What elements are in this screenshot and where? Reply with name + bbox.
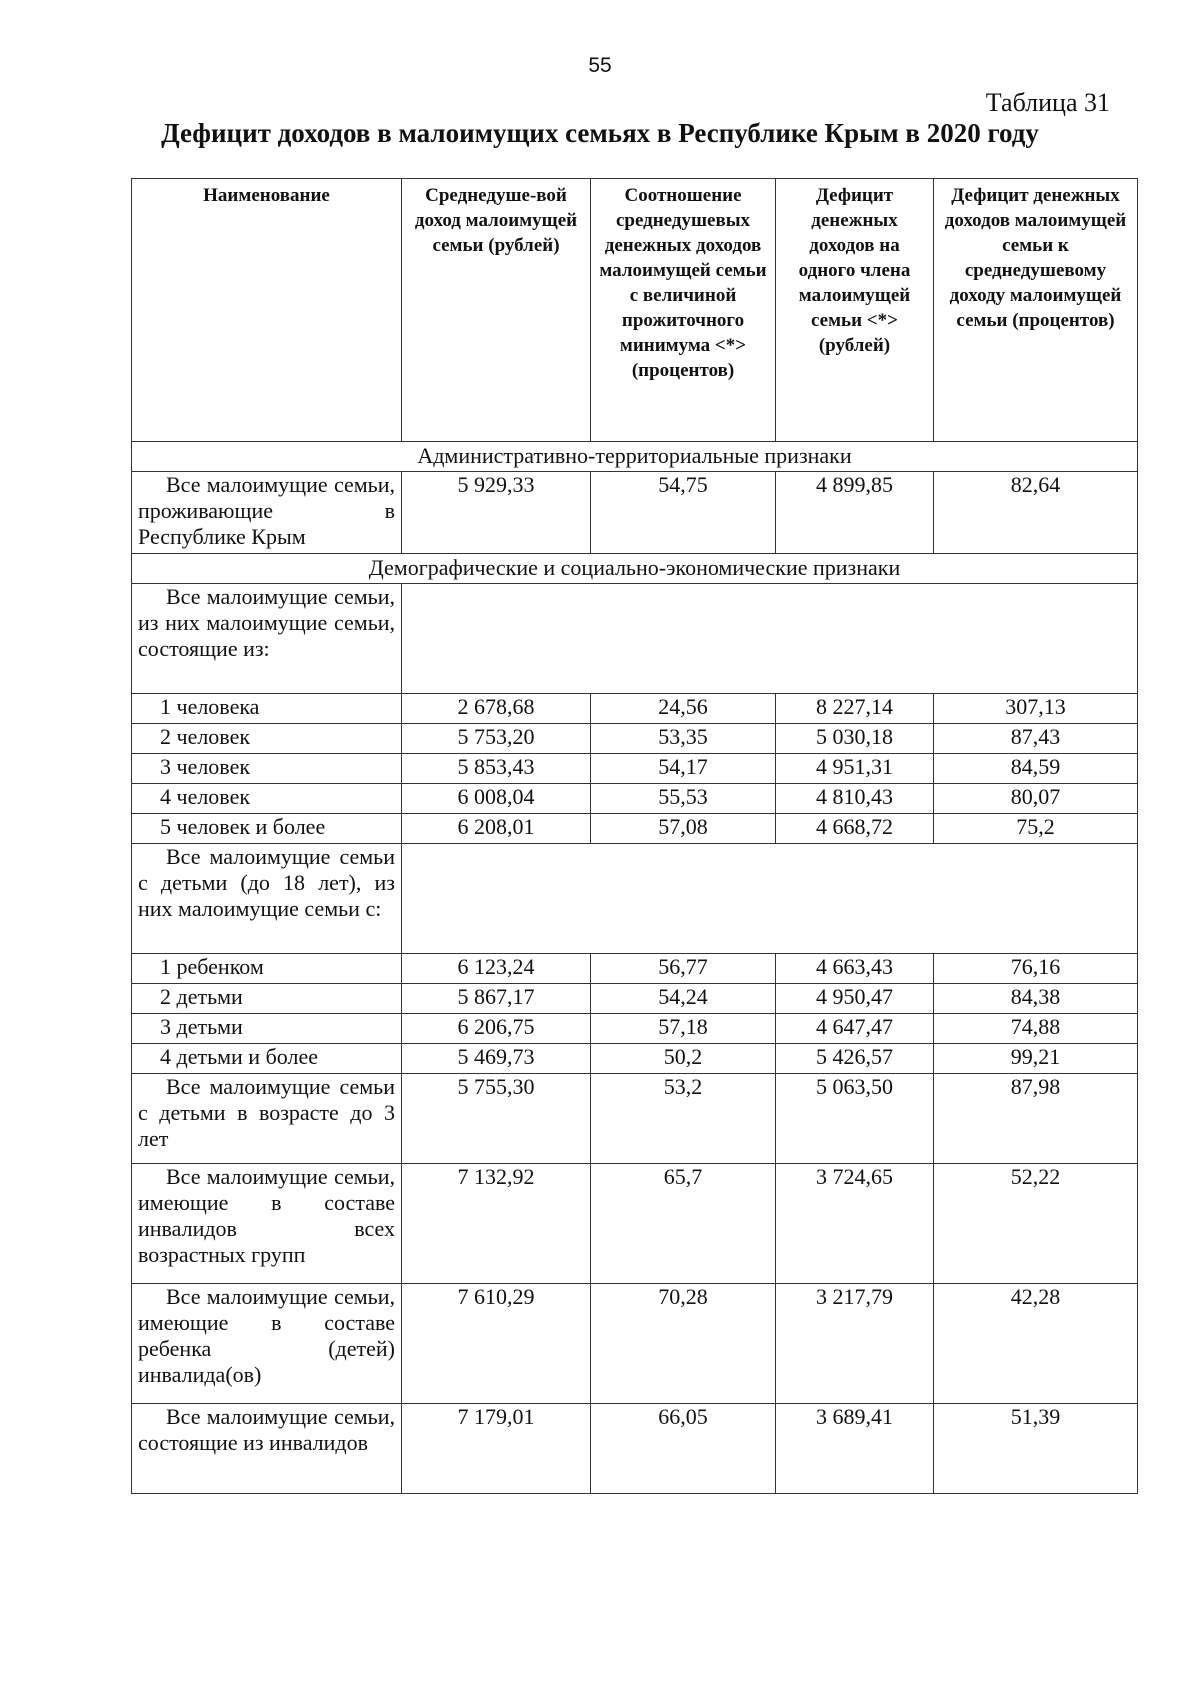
cell-deficit: 4 668,72 [776,814,934,844]
table-row [132,814,1138,844]
row-name: Все малоимущие семьи, проживающие в Республике Крым [132,472,402,554]
section-admin: Административно-территориальные признаки [132,442,1138,472]
cell-deficit: 5 063,50 [776,1074,934,1164]
page-number: 55 [588,54,612,77]
cell-deficit-pct: 75,2 [934,814,1138,844]
row-name: 1 человека [132,694,402,724]
header-name: Наименование [132,179,402,442]
cell-ratio: 53,2 [591,1074,776,1164]
table-label: Таблица 31 [985,88,1110,117]
cell-income: 7 610,29 [402,1284,591,1404]
cell-deficit: 4 951,31 [776,754,934,784]
cell-deficit-pct: 84,59 [934,754,1138,784]
row-name: 4 детьми и более [132,1044,402,1074]
section-row [132,442,1138,472]
section-row [132,554,1138,584]
cell-income: 5 755,30 [402,1074,591,1164]
table-row [132,1044,1138,1074]
table-row [132,754,1138,784]
cell-deficit: 4 810,43 [776,784,934,814]
table-row [132,1014,1138,1044]
row-name: 5 человек и более [132,814,402,844]
cell-deficit-pct: 74,88 [934,1014,1138,1044]
cell-deficit: 4 663,43 [776,954,934,984]
cell-deficit: 3 217,79 [776,1284,934,1404]
row-name: 1 ребенком [132,954,402,984]
cell-ratio: 24,56 [591,694,776,724]
cell-deficit-pct: 82,64 [934,472,1138,554]
row-name: 3 человек [132,754,402,784]
cell-deficit-pct: 76,16 [934,954,1138,984]
row-name: 2 человек [132,724,402,754]
cell-ratio: 57,18 [591,1014,776,1044]
cell-income: 6 208,01 [402,814,591,844]
cell-ratio: 70,28 [591,1284,776,1404]
cell-deficit: 8 227,14 [776,694,934,724]
cell-deficit: 4 899,85 [776,472,934,554]
row-name: 4 человек [132,784,402,814]
table-row [132,954,1138,984]
cell-deficit: 3 689,41 [776,1404,934,1494]
cell-income: 7 179,01 [402,1404,591,1494]
row-name: 2 детьми [132,984,402,1014]
cell-income: 5 929,33 [402,472,591,554]
row-name: Все малоимущие семьи, имеющие в составе ребенка (детей) инвалида(ов) [132,1284,402,1404]
cell-deficit: 4 647,47 [776,1014,934,1044]
row-name: Все малоимущие семьи с детьми в возрасте до 3 лет [132,1074,402,1164]
table-row [132,1404,1138,1494]
cell-deficit: 3 724,65 [776,1164,934,1284]
cell-deficit-pct: 80,07 [934,784,1138,814]
table-row [132,984,1138,1014]
empty-cell [402,844,1138,954]
cell-ratio: 53,35 [591,724,776,754]
cell-deficit-pct: 52,22 [934,1164,1138,1284]
header-income: Среднедуше-вой доход малоимущей семьи (рублей) [402,179,591,442]
empty-cell [402,584,1138,694]
cell-deficit: 5 426,57 [776,1044,934,1074]
row-name: 3 детьми [132,1014,402,1044]
cell-income: 6 206,75 [402,1014,591,1044]
header-row [132,179,1138,442]
cell-deficit-pct: 51,39 [934,1404,1138,1494]
cell-income: 5 469,73 [402,1044,591,1074]
cell-income: 6 008,04 [402,784,591,814]
cell-deficit-pct: 84,38 [934,984,1138,1014]
cell-income: 5 853,43 [402,754,591,784]
cell-ratio: 56,77 [591,954,776,984]
cell-income: 7 132,92 [402,1164,591,1284]
cell-ratio: 55,53 [591,784,776,814]
deficit-table [131,178,1138,1494]
header-deficit-pct: Дефицит денежных доходов малоимущей семьи к среднедушевому доходу малоимущей семьи (процентов) [934,179,1138,442]
cell-ratio: 54,17 [591,754,776,784]
table-row [132,584,1138,694]
cell-ratio: 65,7 [591,1164,776,1284]
header-ratio: Соотношение среднедушевых денежных доходов малоимущей семьи с величиной прожиточного минимума <*> (процентов) [591,179,776,442]
header-deficit: Дефицит денежных доходов на одного члена малоимущей семьи <*> (рублей) [776,179,934,442]
cell-ratio: 54,75 [591,472,776,554]
row-name: Все малоимущие семьи, из них малоимущие семьи, состоящие из: [132,584,402,694]
table-row [132,784,1138,814]
section-demo: Демографические и социально-экономические признаки [132,554,1138,584]
row-name: Все малоимущие семьи, имеющие в составе инвалидов всех возрастных групп [132,1164,402,1284]
cell-ratio: 54,24 [591,984,776,1014]
cell-deficit-pct: 87,98 [934,1074,1138,1164]
cell-ratio: 66,05 [591,1404,776,1494]
cell-deficit-pct: 99,21 [934,1044,1138,1074]
cell-ratio: 57,08 [591,814,776,844]
cell-deficit-pct: 42,28 [934,1284,1138,1404]
cell-deficit-pct: 307,13 [934,694,1138,724]
cell-income: 2 678,68 [402,694,591,724]
cell-ratio: 50,2 [591,1044,776,1074]
cell-deficit-pct: 87,43 [934,724,1138,754]
table-row [132,724,1138,754]
row-name: Все малоимущие семьи, состоящие из инвалидов [132,1404,402,1494]
table-row [132,1164,1138,1284]
table-row [132,472,1138,554]
table-row [132,844,1138,954]
cell-deficit: 4 950,47 [776,984,934,1014]
cell-income: 5 753,20 [402,724,591,754]
cell-deficit: 5 030,18 [776,724,934,754]
table-row [132,1074,1138,1164]
cell-income: 6 123,24 [402,954,591,984]
cell-income: 5 867,17 [402,984,591,1014]
table-row [132,694,1138,724]
table-row [132,1284,1138,1404]
table-title: Дефицит доходов в малоимущих семьях в Республике Крым в 2020 году [161,118,1039,148]
row-name: Все малоимущие семьи с детьми (до 18 лет), из них малоимущие семьи с: [132,844,402,954]
